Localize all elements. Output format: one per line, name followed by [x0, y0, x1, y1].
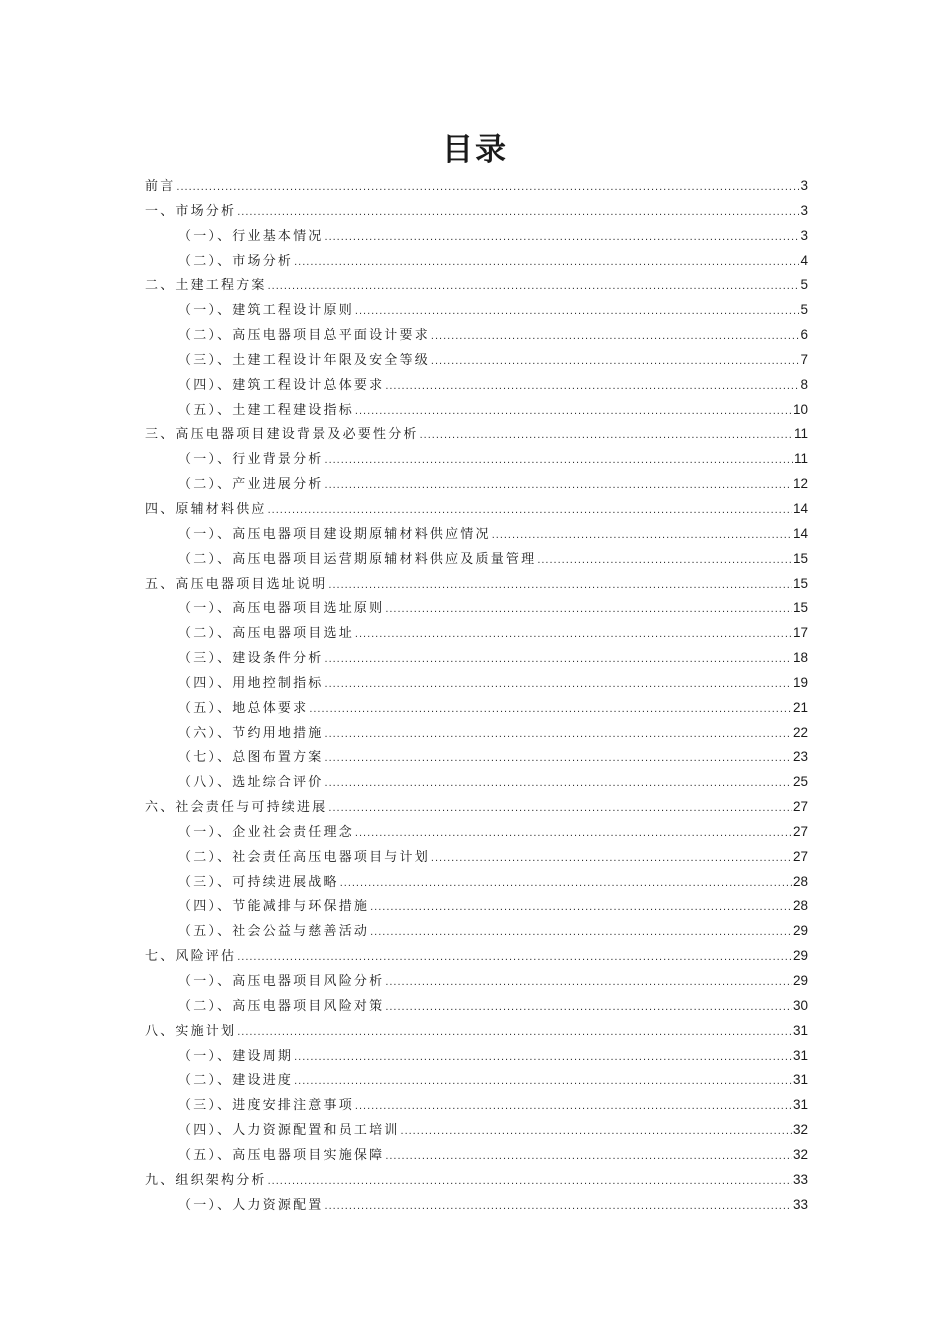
toc-list — [145, 174, 808, 1217]
toc-entry-label: 九、组织架构分析 — [145, 1172, 267, 1188]
toc-page-number: 3 — [800, 178, 808, 193]
toc-page-number: 5 — [800, 277, 808, 293]
toc-dot-leader — [385, 1144, 792, 1169]
toc-dot-leader — [401, 1119, 792, 1144]
toc-page-number: 18 — [792, 650, 808, 666]
toc-dot-leader — [176, 175, 799, 200]
toc-page-number: 30 — [792, 997, 808, 1013]
toc-dot-leader — [325, 448, 793, 473]
toc-entry[interactable] — [145, 323, 808, 348]
toc-dot-leader — [294, 1045, 792, 1070]
toc-dot-leader — [431, 349, 800, 374]
toc-page-number: 15 — [792, 575, 808, 591]
toc-page-number: 31 — [792, 1097, 808, 1113]
toc-page-number: 8 — [800, 376, 808, 392]
toc-entry[interactable] — [145, 472, 808, 497]
toc-dot-leader — [268, 1169, 792, 1194]
toc-page-number: 27 — [792, 799, 808, 815]
toc-page-number: 32 — [792, 1122, 808, 1138]
toc-page-number: 14 — [792, 525, 808, 541]
toc-dot-leader — [340, 871, 792, 896]
toc-page-number: 4 — [800, 252, 808, 268]
toc-page-number: 10 — [792, 401, 808, 417]
toc-entry-label: 五、高压电器项目选址说明 — [145, 576, 328, 592]
toc-page-number: 3 — [800, 227, 808, 243]
toc-entry-label: （二）、高压电器项目总平面设计要求 — [178, 328, 430, 344]
toc-dot-leader — [420, 423, 793, 448]
toc-page-number: 29 — [792, 948, 808, 964]
toc-page-number: 29 — [792, 923, 808, 939]
toc-entry[interactable] — [145, 894, 808, 919]
toc-entry[interactable] — [145, 199, 808, 224]
toc-entry-label: （一）、高压电器项目建设期原辅材料供应情况 — [178, 526, 491, 542]
toc-page-number: 11 — [793, 451, 808, 467]
toc-page-number: 21 — [792, 699, 808, 715]
toc-entry[interactable] — [145, 795, 808, 820]
toc-entry-label: 六、社会责任与可持续进展 — [145, 800, 328, 816]
toc-entry-label: （五）、土建工程建设指标 — [178, 402, 354, 418]
toc-entry[interactable] — [145, 770, 808, 795]
toc-dot-leader — [355, 399, 792, 424]
toc-entry-label: （二）、高压电器项目选址 — [178, 626, 354, 642]
toc-entry-label: 八、实施计划 — [145, 1023, 237, 1039]
toc-entry-label: 一、市场分析 — [145, 203, 237, 219]
toc-entry-label: 七、风险评估 — [145, 949, 237, 965]
toc-entry[interactable] — [145, 1019, 808, 1044]
toc-entry[interactable] — [145, 447, 808, 472]
toc-dot-leader — [431, 846, 792, 871]
toc-page-number: 28 — [792, 898, 808, 914]
toc-entry-label: （一）、人力资源配置 — [178, 1197, 324, 1213]
toc-dot-leader — [492, 523, 792, 548]
toc-entry-label: （二）、建设进度 — [178, 1073, 294, 1089]
toc-dot-leader — [325, 672, 792, 697]
toc-entry[interactable] — [145, 348, 808, 373]
toc-page-number: 11 — [793, 426, 808, 442]
toc-entry[interactable] — [145, 1093, 808, 1118]
toc-entry[interactable] — [145, 298, 808, 323]
toc-entry-label: （一）、高压电器项目选址原则 — [178, 601, 385, 617]
toc-dot-leader — [237, 1020, 792, 1045]
toc-entry-label: （一）、高压电器项目风险分析 — [178, 974, 385, 989]
toc-entry-label: 前言 — [145, 179, 176, 194]
toc-page-number: 31 — [792, 1047, 808, 1063]
toc-entry-label: 二、土建工程方案 — [145, 278, 267, 294]
toc-entry[interactable] — [145, 422, 808, 447]
toc-page-number: 29 — [792, 973, 808, 988]
toc-entry-label: （七）、总图布置方案 — [178, 750, 324, 766]
toc-page-number: 25 — [792, 774, 808, 790]
toc-entry-label: （四）、建筑工程设计总体要求 — [178, 377, 385, 393]
toc-dot-leader — [431, 324, 800, 349]
toc-page-number: 7 — [800, 351, 808, 367]
toc-entry[interactable] — [145, 249, 808, 274]
toc-dot-leader — [325, 1194, 792, 1219]
toc-entry[interactable] — [145, 373, 808, 398]
toc-entry-label: （五）、地总体要求 — [178, 700, 309, 716]
toc-dot-leader — [355, 821, 792, 846]
toc-entry[interactable] — [145, 919, 808, 944]
toc-entry-label: （二）、产业进展分析 — [178, 477, 324, 493]
toc-dot-leader — [325, 746, 792, 771]
toc-dot-leader — [237, 945, 792, 970]
toc-entry[interactable] — [145, 547, 808, 572]
toc-entry[interactable] — [145, 1193, 808, 1218]
toc-dot-leader — [355, 299, 800, 324]
toc-entry-label: （一）、企业社会责任理念 — [178, 824, 354, 840]
toc-dot-leader — [325, 647, 792, 672]
toc-dot-leader — [328, 796, 792, 821]
toc-entry[interactable] — [145, 671, 808, 696]
toc-dot-leader — [294, 250, 799, 275]
toc-page-number: 6 — [800, 327, 808, 343]
toc-entry[interactable] — [145, 1118, 808, 1143]
toc-entry-label: （八）、选址综合评价 — [178, 775, 324, 791]
toc-page-number: 12 — [792, 476, 808, 492]
toc-page-number: 27 — [792, 848, 808, 864]
toc-entry-label: （六）、节约用地措施 — [178, 725, 324, 741]
toc-entry[interactable] — [145, 174, 808, 199]
toc-dot-leader — [325, 225, 800, 250]
toc-page-number: 32 — [792, 1146, 808, 1162]
toc-page-number: 31 — [792, 1072, 808, 1088]
toc-entry-label: （三）、土建工程设计年限及安全等级 — [178, 352, 430, 368]
toc-page-number: 33 — [792, 1171, 808, 1187]
toc-entry-label: （三）、可持续进展战略 — [178, 874, 339, 890]
toc-entry[interactable] — [145, 224, 808, 249]
toc-page-number: 33 — [792, 1196, 808, 1212]
toc-page-number: 17 — [792, 625, 808, 641]
toc-entry[interactable] — [145, 1068, 808, 1093]
toc-entry[interactable] — [145, 398, 808, 423]
toc-dot-leader — [385, 374, 799, 399]
toc-entry-label: （一）、行业基本情况 — [178, 228, 324, 244]
toc-page-number: 19 — [792, 674, 808, 690]
toc-dot-leader — [355, 622, 792, 647]
toc-page-number: 28 — [792, 873, 808, 889]
toc-dot-leader — [325, 473, 792, 498]
toc-entry[interactable] — [145, 572, 808, 597]
toc-entry-label: （五）、社会公益与慈善活动 — [178, 924, 370, 940]
toc-dot-leader — [268, 274, 800, 299]
toc-entry[interactable] — [145, 994, 808, 1019]
toc-dot-leader — [537, 548, 792, 573]
toc-entry[interactable] — [145, 820, 808, 845]
toc-page-number: 15 — [792, 550, 808, 566]
toc-entry[interactable] — [145, 596, 808, 621]
toc-entry[interactable] — [145, 497, 808, 522]
toc-dot-leader — [237, 200, 799, 225]
toc-page-number: 14 — [792, 500, 808, 516]
toc-dot-leader — [385, 970, 792, 995]
toc-entry-label: （三）、进度安排注意事项 — [178, 1098, 354, 1114]
toc-dot-leader — [370, 895, 792, 920]
toc-entry-label: （二）、市场分析 — [178, 253, 294, 269]
toc-entry-label: （二）、高压电器项目风险对策 — [178, 998, 385, 1014]
toc-title: 目录 — [442, 132, 508, 168]
toc-entry[interactable] — [145, 1044, 808, 1069]
toc-page-number: 5 — [800, 302, 808, 318]
toc-entry-label: （四）、人力资源配置和员工培训 — [178, 1123, 400, 1139]
toc-page-number: 3 — [800, 202, 808, 218]
toc-entry-label: （四）、节能减排与环保措施 — [178, 899, 370, 915]
toc-dot-leader — [309, 697, 792, 722]
toc-entry-label: （一）、建设周期 — [178, 1048, 294, 1064]
toc-entry[interactable] — [145, 969, 808, 994]
toc-dot-leader — [385, 597, 792, 622]
toc-entry[interactable] — [145, 1168, 808, 1193]
toc-dot-leader — [325, 771, 792, 796]
toc-dot-leader — [385, 995, 792, 1020]
toc-entry[interactable] — [145, 745, 808, 770]
toc-entry[interactable] — [145, 870, 808, 895]
toc-entry[interactable] — [145, 721, 808, 746]
toc-entry-label: （二）、社会责任高压电器项目与计划 — [178, 849, 430, 865]
toc-entry-label: （四）、用地控制指标 — [178, 675, 324, 691]
toc-entry[interactable] — [145, 944, 808, 969]
toc-dot-leader — [355, 1094, 792, 1119]
toc-dot-leader — [325, 722, 792, 747]
toc-page-number: 31 — [792, 1022, 808, 1038]
toc-dot-leader — [294, 1069, 792, 1094]
toc-entry-label: （二）、高压电器项目运营期原辅材料供应及质量管理 — [178, 551, 537, 567]
toc-entry-label: （五）、高压电器项目实施保障 — [178, 1147, 385, 1163]
toc-page-number: 23 — [792, 749, 808, 765]
toc-entry-label: （一）、行业背景分析 — [178, 452, 324, 468]
toc-page-number: 22 — [792, 724, 808, 740]
toc-entry[interactable] — [145, 696, 808, 721]
toc-entry-label: 四、原辅材料供应 — [145, 501, 267, 517]
toc-entry[interactable] — [145, 522, 808, 547]
toc-entry-label: 三、高压电器项目建设背景及必要性分析 — [145, 427, 419, 443]
toc-entry-label: （一）、建筑工程设计原则 — [178, 303, 354, 319]
toc-entry[interactable] — [145, 1143, 808, 1168]
toc-page-number: 27 — [792, 823, 808, 839]
toc-dot-leader — [328, 573, 792, 598]
toc-entry-label: （三）、建设条件分析 — [178, 651, 324, 667]
toc-entry[interactable] — [145, 646, 808, 671]
toc-page-number: 15 — [792, 600, 808, 616]
toc-entry[interactable] — [145, 845, 808, 870]
toc-entry[interactable] — [145, 273, 808, 298]
toc-entry[interactable] — [145, 621, 808, 646]
toc-dot-leader — [370, 920, 792, 945]
toc-dot-leader — [268, 498, 792, 523]
